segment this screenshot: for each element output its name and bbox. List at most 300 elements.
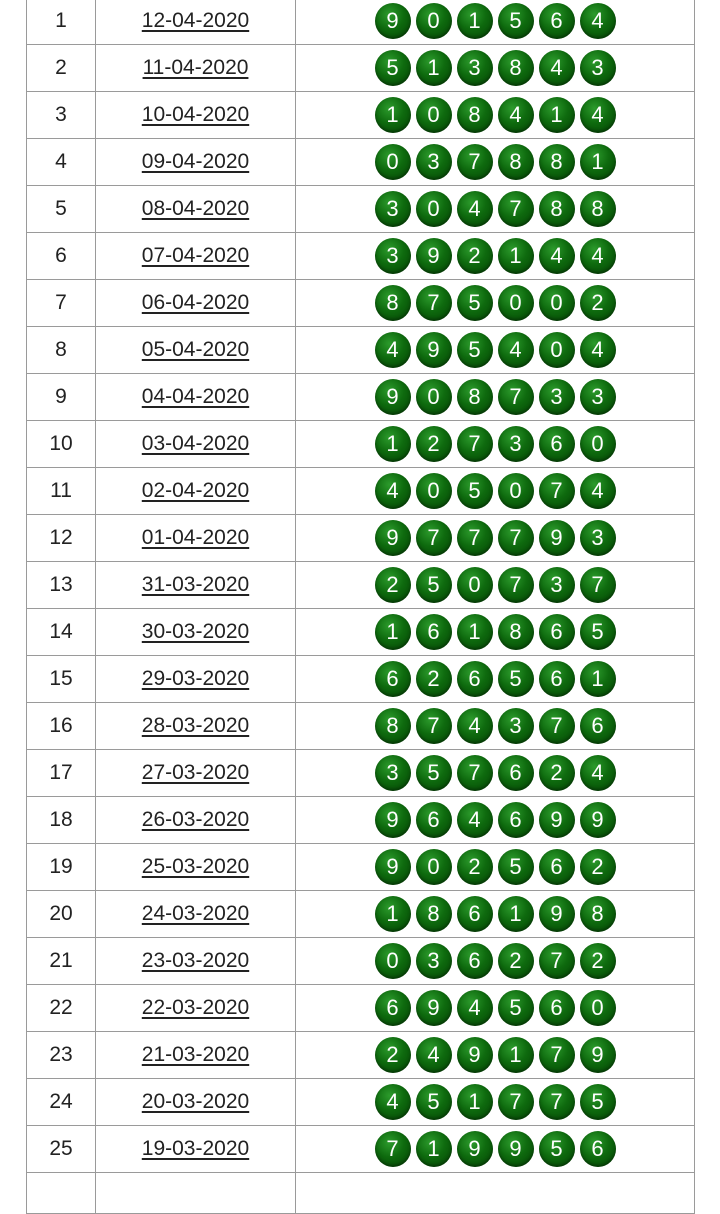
number-ball: 9 bbox=[416, 238, 452, 274]
number-balls bbox=[375, 191, 616, 227]
date-link[interactable]: 29-03-2020 bbox=[141, 667, 250, 690]
number-ball: 0 bbox=[580, 990, 616, 1026]
number-balls bbox=[375, 802, 616, 838]
date-link[interactable]: 10-04-2020 bbox=[141, 103, 250, 126]
date-link[interactable]: 19-03-2020 bbox=[141, 1137, 250, 1160]
number-ball: 7 bbox=[416, 285, 452, 321]
row-index: 2 bbox=[27, 45, 96, 92]
table-row bbox=[27, 750, 695, 797]
number-ball: 4 bbox=[539, 238, 575, 274]
date-link[interactable]: 23-03-2020 bbox=[141, 949, 250, 972]
table-row bbox=[27, 656, 695, 703]
number-ball: 6 bbox=[416, 802, 452, 838]
number-ball: 1 bbox=[375, 97, 411, 133]
numbers-cell bbox=[296, 374, 695, 421]
number-balls bbox=[375, 1131, 616, 1167]
number-ball: 3 bbox=[498, 708, 534, 744]
number-balls bbox=[375, 473, 616, 509]
number-ball: 3 bbox=[457, 50, 493, 86]
date-link[interactable]: 27-03-2020 bbox=[141, 761, 250, 784]
numbers-cell bbox=[296, 1032, 695, 1079]
number-ball: 7 bbox=[457, 520, 493, 556]
number-ball: 0 bbox=[498, 285, 534, 321]
number-ball: 8 bbox=[457, 379, 493, 415]
row-index: 6 bbox=[27, 233, 96, 280]
number-ball: 9 bbox=[375, 520, 411, 556]
table-row bbox=[27, 562, 695, 609]
date-link[interactable]: 24-03-2020 bbox=[141, 902, 250, 925]
number-ball: 3 bbox=[498, 426, 534, 462]
number-ball: 0 bbox=[375, 943, 411, 979]
date-cell bbox=[96, 327, 296, 374]
number-ball: 9 bbox=[539, 802, 575, 838]
table-row bbox=[27, 186, 695, 233]
row-index: 22 bbox=[27, 985, 96, 1032]
row-index: 18 bbox=[27, 797, 96, 844]
date-cell bbox=[96, 609, 296, 656]
number-balls bbox=[375, 661, 616, 697]
number-balls bbox=[375, 896, 616, 932]
numbers-cell bbox=[296, 139, 695, 186]
number-ball: 3 bbox=[539, 567, 575, 603]
number-ball: 8 bbox=[375, 708, 411, 744]
number-ball: 8 bbox=[580, 896, 616, 932]
number-ball: 0 bbox=[498, 473, 534, 509]
table-row bbox=[27, 1173, 695, 1214]
row-index: 12 bbox=[27, 515, 96, 562]
number-ball: 1 bbox=[498, 238, 534, 274]
number-ball: 7 bbox=[539, 943, 575, 979]
number-balls bbox=[375, 708, 616, 744]
number-ball: 8 bbox=[539, 144, 575, 180]
numbers-cell bbox=[296, 891, 695, 938]
number-ball: 7 bbox=[539, 1037, 575, 1073]
numbers-cell bbox=[296, 468, 695, 515]
number-ball: 9 bbox=[457, 1037, 493, 1073]
number-ball: 2 bbox=[457, 238, 493, 274]
number-ball: 2 bbox=[416, 661, 452, 697]
number-ball: 0 bbox=[416, 473, 452, 509]
number-ball: 7 bbox=[416, 520, 452, 556]
numbers-cell bbox=[296, 280, 695, 327]
number-ball: 7 bbox=[498, 1084, 534, 1120]
date-cell bbox=[96, 139, 296, 186]
table-row bbox=[27, 609, 695, 656]
number-ball: 5 bbox=[457, 285, 493, 321]
number-ball: 9 bbox=[375, 802, 411, 838]
number-ball: 7 bbox=[498, 567, 534, 603]
date-link[interactable]: 07-04-2020 bbox=[141, 244, 250, 267]
numbers-cell bbox=[296, 186, 695, 233]
date-link[interactable]: 04-04-2020 bbox=[141, 385, 250, 408]
number-ball: 0 bbox=[457, 567, 493, 603]
number-balls bbox=[375, 990, 616, 1026]
numbers-cell bbox=[296, 233, 695, 280]
row-index: 10 bbox=[27, 421, 96, 468]
number-ball: 6 bbox=[457, 661, 493, 697]
number-ball: 8 bbox=[498, 50, 534, 86]
date-cell bbox=[96, 1126, 296, 1173]
empty-cell bbox=[296, 1173, 695, 1214]
number-ball: 6 bbox=[498, 802, 534, 838]
number-ball: 7 bbox=[539, 473, 575, 509]
numbers-cell bbox=[296, 1126, 695, 1173]
number-ball: 2 bbox=[416, 426, 452, 462]
number-ball: 4 bbox=[580, 97, 616, 133]
row-index: 17 bbox=[27, 750, 96, 797]
number-ball: 1 bbox=[539, 97, 575, 133]
numbers-cell bbox=[296, 1079, 695, 1126]
number-balls bbox=[375, 943, 616, 979]
number-balls bbox=[375, 97, 616, 133]
date-link[interactable]: 25-03-2020 bbox=[141, 855, 250, 878]
number-ball: 4 bbox=[457, 708, 493, 744]
number-ball: 6 bbox=[416, 614, 452, 650]
number-ball: 5 bbox=[498, 849, 534, 885]
number-ball: 2 bbox=[457, 849, 493, 885]
number-ball: 0 bbox=[416, 379, 452, 415]
row-index: 14 bbox=[27, 609, 96, 656]
date-cell bbox=[96, 186, 296, 233]
number-ball: 4 bbox=[580, 238, 616, 274]
number-ball: 2 bbox=[580, 849, 616, 885]
number-ball: 7 bbox=[580, 567, 616, 603]
number-ball: 4 bbox=[457, 191, 493, 227]
empty-cell bbox=[27, 1173, 96, 1214]
number-ball: 5 bbox=[580, 614, 616, 650]
date-cell bbox=[96, 0, 296, 45]
number-ball: 4 bbox=[498, 97, 534, 133]
number-balls bbox=[375, 755, 616, 791]
number-ball: 6 bbox=[375, 661, 411, 697]
number-ball: 8 bbox=[498, 614, 534, 650]
number-ball: 7 bbox=[498, 191, 534, 227]
number-balls bbox=[375, 426, 616, 462]
numbers-cell bbox=[296, 656, 695, 703]
number-ball: 3 bbox=[375, 191, 411, 227]
number-ball: 7 bbox=[416, 708, 452, 744]
table-row bbox=[27, 421, 695, 468]
date-link[interactable]: 31-03-2020 bbox=[141, 573, 250, 596]
number-ball: 8 bbox=[539, 191, 575, 227]
number-ball: 4 bbox=[457, 802, 493, 838]
number-ball: 0 bbox=[539, 285, 575, 321]
number-ball: 1 bbox=[375, 426, 411, 462]
number-ball: 8 bbox=[498, 144, 534, 180]
table-row bbox=[27, 1126, 695, 1173]
number-ball: 5 bbox=[375, 50, 411, 86]
date-cell bbox=[96, 703, 296, 750]
number-ball: 6 bbox=[580, 1131, 616, 1167]
date-cell bbox=[96, 750, 296, 797]
date-link[interactable]: 26-03-2020 bbox=[141, 808, 250, 831]
number-ball: 0 bbox=[539, 332, 575, 368]
numbers-cell bbox=[296, 327, 695, 374]
table-row bbox=[27, 515, 695, 562]
number-ball: 7 bbox=[539, 1084, 575, 1120]
number-ball: 9 bbox=[580, 802, 616, 838]
date-cell bbox=[96, 421, 296, 468]
number-ball: 5 bbox=[498, 990, 534, 1026]
number-ball: 8 bbox=[375, 285, 411, 321]
date-cell bbox=[96, 45, 296, 92]
number-ball: 7 bbox=[457, 755, 493, 791]
number-ball: 7 bbox=[498, 520, 534, 556]
row-index: 23 bbox=[27, 1032, 96, 1079]
number-ball: 5 bbox=[580, 1084, 616, 1120]
number-ball: 3 bbox=[416, 144, 452, 180]
number-balls bbox=[375, 332, 616, 368]
number-ball: 4 bbox=[457, 990, 493, 1026]
table-row bbox=[27, 891, 695, 938]
number-ball: 9 bbox=[375, 379, 411, 415]
number-ball: 1 bbox=[498, 1037, 534, 1073]
number-balls bbox=[375, 379, 616, 415]
table-row bbox=[27, 985, 695, 1032]
number-ball: 2 bbox=[375, 1037, 411, 1073]
date-cell bbox=[96, 1032, 296, 1079]
number-ball: 5 bbox=[416, 755, 452, 791]
number-ball: 4 bbox=[498, 332, 534, 368]
number-ball: 6 bbox=[457, 896, 493, 932]
date-cell bbox=[96, 1079, 296, 1126]
number-ball: 6 bbox=[375, 990, 411, 1026]
number-ball: 4 bbox=[580, 473, 616, 509]
row-index: 11 bbox=[27, 468, 96, 515]
date-cell bbox=[96, 233, 296, 280]
number-balls bbox=[375, 1084, 616, 1120]
date-cell bbox=[96, 280, 296, 327]
date-cell bbox=[96, 656, 296, 703]
number-ball: 7 bbox=[457, 144, 493, 180]
table-row bbox=[27, 1079, 695, 1126]
date-cell bbox=[96, 891, 296, 938]
row-index: 7 bbox=[27, 280, 96, 327]
number-ball: 0 bbox=[416, 3, 452, 39]
numbers-cell bbox=[296, 609, 695, 656]
number-ball: 9 bbox=[539, 896, 575, 932]
number-ball: 4 bbox=[375, 473, 411, 509]
number-ball: 9 bbox=[416, 990, 452, 1026]
row-index: 1 bbox=[27, 0, 96, 45]
number-ball: 8 bbox=[416, 896, 452, 932]
number-ball: 1 bbox=[580, 661, 616, 697]
number-ball: 1 bbox=[457, 614, 493, 650]
number-ball: 4 bbox=[416, 1037, 452, 1073]
date-cell bbox=[96, 468, 296, 515]
number-ball: 0 bbox=[416, 191, 452, 227]
number-ball: 3 bbox=[539, 379, 575, 415]
date-cell bbox=[96, 797, 296, 844]
number-ball: 2 bbox=[539, 755, 575, 791]
date-cell bbox=[96, 562, 296, 609]
number-ball: 5 bbox=[457, 473, 493, 509]
row-index: 15 bbox=[27, 656, 96, 703]
numbers-cell bbox=[296, 515, 695, 562]
results-table-container bbox=[26, 0, 694, 1214]
table-row bbox=[27, 327, 695, 374]
date-link[interactable]: 05-04-2020 bbox=[141, 338, 250, 361]
number-ball: 9 bbox=[580, 1037, 616, 1073]
number-ball: 1 bbox=[457, 1084, 493, 1120]
table-row bbox=[27, 797, 695, 844]
numbers-cell bbox=[296, 797, 695, 844]
row-index: 9 bbox=[27, 374, 96, 421]
number-ball: 0 bbox=[416, 97, 452, 133]
table-row bbox=[27, 1032, 695, 1079]
number-ball: 4 bbox=[375, 332, 411, 368]
date-link[interactable]: 28-03-2020 bbox=[141, 714, 250, 737]
date-cell bbox=[96, 938, 296, 985]
number-ball: 2 bbox=[580, 285, 616, 321]
date-link[interactable]: 21-03-2020 bbox=[141, 1043, 250, 1066]
date-cell bbox=[96, 985, 296, 1032]
number-ball: 4 bbox=[580, 3, 616, 39]
numbers-cell bbox=[296, 750, 695, 797]
number-ball: 7 bbox=[498, 379, 534, 415]
number-ball: 7 bbox=[375, 1131, 411, 1167]
number-ball: 0 bbox=[580, 426, 616, 462]
number-ball: 3 bbox=[580, 50, 616, 86]
table-row bbox=[27, 45, 695, 92]
number-ball: 6 bbox=[498, 755, 534, 791]
number-ball: 6 bbox=[539, 614, 575, 650]
number-ball: 4 bbox=[375, 1084, 411, 1120]
number-ball: 6 bbox=[457, 943, 493, 979]
number-ball: 0 bbox=[416, 849, 452, 885]
number-ball: 6 bbox=[539, 849, 575, 885]
date-link[interactable]: 06-04-2020 bbox=[141, 291, 250, 314]
number-ball: 5 bbox=[498, 3, 534, 39]
date-link[interactable]: 09-04-2020 bbox=[141, 150, 250, 173]
empty-cell bbox=[96, 1173, 296, 1214]
number-ball: 8 bbox=[457, 97, 493, 133]
number-ball: 1 bbox=[457, 3, 493, 39]
row-index: 16 bbox=[27, 703, 96, 750]
numbers-cell bbox=[296, 844, 695, 891]
table-row bbox=[27, 374, 695, 421]
date-cell bbox=[96, 92, 296, 139]
number-ball: 5 bbox=[539, 1131, 575, 1167]
numbers-cell bbox=[296, 562, 695, 609]
table-row bbox=[27, 92, 695, 139]
date-link[interactable]: 03-04-2020 bbox=[141, 432, 250, 455]
number-ball: 8 bbox=[580, 191, 616, 227]
row-index: 21 bbox=[27, 938, 96, 985]
date-link[interactable]: 08-04-2020 bbox=[141, 197, 250, 220]
numbers-cell bbox=[296, 421, 695, 468]
number-ball: 1 bbox=[375, 614, 411, 650]
number-ball: 9 bbox=[498, 1131, 534, 1167]
table-row bbox=[27, 468, 695, 515]
row-index: 4 bbox=[27, 139, 96, 186]
number-ball: 2 bbox=[375, 567, 411, 603]
number-ball: 9 bbox=[416, 332, 452, 368]
row-index: 19 bbox=[27, 844, 96, 891]
number-balls bbox=[375, 285, 616, 321]
date-link[interactable]: 20-03-2020 bbox=[141, 1090, 250, 1113]
number-ball: 1 bbox=[416, 50, 452, 86]
number-balls bbox=[375, 567, 616, 603]
row-index: 13 bbox=[27, 562, 96, 609]
results-table-body bbox=[27, 0, 695, 1214]
number-ball: 9 bbox=[375, 3, 411, 39]
row-index: 8 bbox=[27, 327, 96, 374]
number-ball: 7 bbox=[539, 708, 575, 744]
number-ball: 4 bbox=[539, 50, 575, 86]
number-ball: 6 bbox=[580, 708, 616, 744]
table-row bbox=[27, 280, 695, 327]
number-balls bbox=[375, 1037, 616, 1073]
number-balls bbox=[375, 3, 616, 39]
row-index: 3 bbox=[27, 92, 96, 139]
number-ball: 3 bbox=[580, 520, 616, 556]
number-ball: 5 bbox=[416, 1084, 452, 1120]
date-cell bbox=[96, 374, 296, 421]
date-cell bbox=[96, 844, 296, 891]
numbers-cell bbox=[296, 703, 695, 750]
number-ball: 3 bbox=[375, 238, 411, 274]
numbers-cell bbox=[296, 938, 695, 985]
results-table bbox=[26, 0, 695, 1214]
table-row bbox=[27, 844, 695, 891]
number-ball: 6 bbox=[539, 3, 575, 39]
date-cell bbox=[96, 515, 296, 562]
number-ball: 5 bbox=[416, 567, 452, 603]
row-index: 20 bbox=[27, 891, 96, 938]
number-ball: 1 bbox=[498, 896, 534, 932]
number-ball: 3 bbox=[580, 379, 616, 415]
number-ball: 9 bbox=[375, 849, 411, 885]
number-ball: 5 bbox=[457, 332, 493, 368]
number-ball: 2 bbox=[498, 943, 534, 979]
number-balls bbox=[375, 144, 616, 180]
date-link[interactable]: 22-03-2020 bbox=[141, 996, 250, 1019]
numbers-cell bbox=[296, 45, 695, 92]
date-link[interactable]: 02-04-2020 bbox=[141, 479, 250, 502]
number-ball: 4 bbox=[580, 755, 616, 791]
number-ball: 1 bbox=[416, 1131, 452, 1167]
table-row bbox=[27, 703, 695, 750]
table-row bbox=[27, 233, 695, 280]
date-link[interactable]: 30-03-2020 bbox=[141, 620, 250, 643]
number-ball: 6 bbox=[539, 661, 575, 697]
numbers-cell bbox=[296, 92, 695, 139]
number-balls bbox=[375, 849, 616, 885]
number-ball: 2 bbox=[580, 943, 616, 979]
numbers-cell bbox=[296, 985, 695, 1032]
numbers-cell bbox=[296, 0, 695, 45]
date-link[interactable]: 01-04-2020 bbox=[141, 526, 250, 549]
row-index: 25 bbox=[27, 1126, 96, 1173]
number-balls bbox=[375, 520, 616, 556]
number-balls bbox=[375, 50, 616, 86]
row-index: 5 bbox=[27, 186, 96, 233]
date-link[interactable]: 11-04-2020 bbox=[142, 56, 249, 79]
table-row bbox=[27, 139, 695, 186]
number-balls bbox=[375, 614, 616, 650]
row-index: 24 bbox=[27, 1079, 96, 1126]
date-link[interactable]: 12-04-2020 bbox=[141, 9, 250, 32]
number-ball: 5 bbox=[498, 661, 534, 697]
table-row bbox=[27, 938, 695, 985]
number-ball: 0 bbox=[375, 144, 411, 180]
number-ball: 7 bbox=[457, 426, 493, 462]
number-ball: 1 bbox=[375, 896, 411, 932]
number-ball: 4 bbox=[580, 332, 616, 368]
number-ball: 9 bbox=[539, 520, 575, 556]
number-ball: 3 bbox=[416, 943, 452, 979]
